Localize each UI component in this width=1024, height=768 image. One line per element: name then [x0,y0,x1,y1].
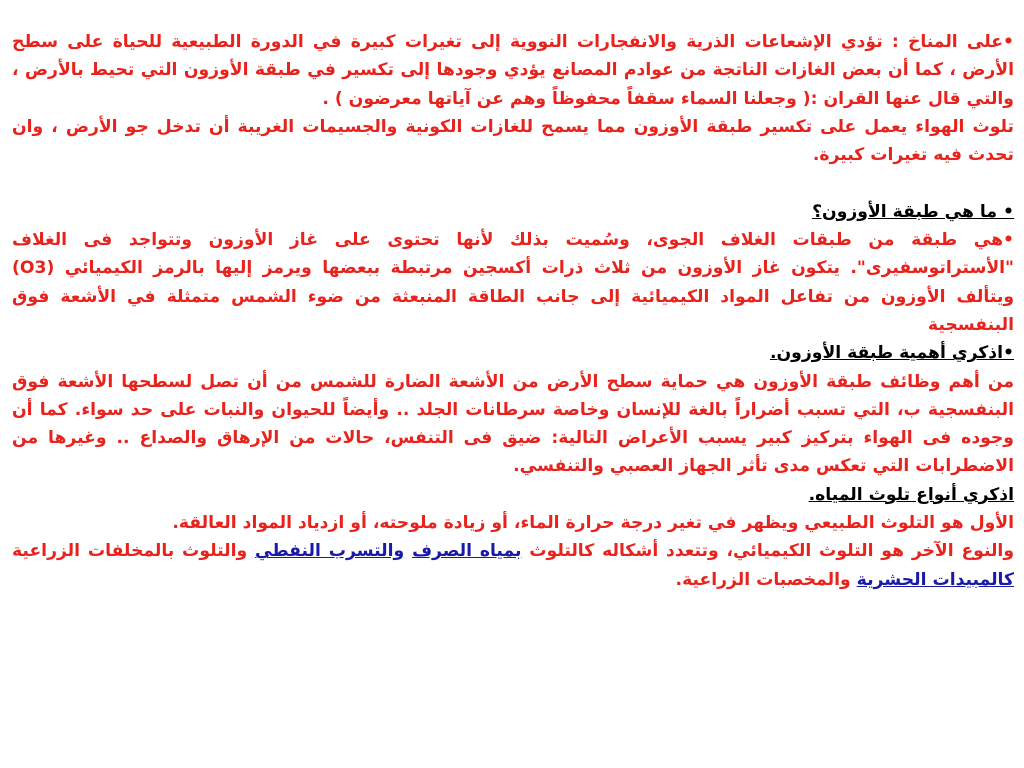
water-second-type [12,537,1014,594]
importance-title: •اذكري أهمية طبقة الأوزون. [769,343,1014,364]
water-first-type: الأول هو التلوث الطبيعي ويظهر في تغير درجة حرارة الماء، أو زيادة ملوحته، أو ازدياد المواد العالقة. [172,513,1014,534]
link-pesticides[interactable]: كالمبيدات الحشرية [856,569,1014,590]
link-oil-spill[interactable]: والتسرب النفطي [255,541,405,562]
water-second-end: والمخصبات الزراعية. [675,569,857,590]
air-pollution-paragraph: تلوث الهواء يعمل على تكسير طبقة الأوزون مما يسمح للغازات الكونية والجسيمات الغريبة أن تدخل جو الأرض ، وان تحدث فيه تغيرات كبيرة. [12,116,1014,166]
water-second-mid: والتلوث بالمخلفات الزراعية [12,541,256,562]
spacer [12,169,1014,197]
water-second-sep [404,541,412,561]
ozone-answer: •هي طبقة من طبقات الغلاف الجوى، وسُميت بذلك لأنها تحتوى على غاز الأوزون وتتواجد فى الغلاف "الأستراتوسفيرى". يتكون غاز الأوزون من ثلاث ذرات أكسجين مرتبطة ببعضها ويرمز إليها بالرمز الكيميائي (O3) ويتألف الأوزون من تفاعل المواد الكيميائية إلى جانب الطاقة المنبعثة من ضوء الشمس متمثلة في الأشعة فوق البنفسجية [12,230,1014,335]
ozone-question: • ما هي طبقة الأوزون؟ [812,201,1014,222]
climate-paragraph: •على المناخ : تؤدي الإشعاعات الذرية والانفجارات النووية إلى تغيرات كبيرة في الدورة الطبيعية للحياة على سطح الأرض ، كما أن بعض الغازات الناتجة من عوادم المصانع يؤدي وجودها إلى تكسير في طبقة الأوزون التي تحيط بالأرض ، والتي قال عنها القران :( وجعلنا السماء سقفاً محفوظاً وهم عن آياتها معرضون ) . [12,32,1014,109]
importance-text: من أهم وظائف طبقة الأوزون هي حماية سطح الأرض من الأشعة الضارة للشمس من أن تصل لسطحها الأشعة فوق البنفسجية ب، التي تسبب أضراراً بالغة للإنسان وخاصة سرطانات الجلد .. وأيضاً للحيوان والنبات على حد سواء. كما أن وجوده فى الهواء بتركيز كبير يسبب الأعراض التالية: ضيق فى التنفس، حالات من الإرهاق والصداع .. وغيرها من الاضطرابات التي تعكس مدى تأثر الجهاز العصبي والتنفسي. [12,371,1014,477]
link-sewage-water[interactable]: بمياه الصرف [412,541,522,562]
water-second-text: والنوع الآخر هو التلوث الكيميائي، وتتعدد أشكاله كالتلوث [521,541,1015,562]
water-title: اذكري أنواع تلوث المياه. [808,484,1014,505]
